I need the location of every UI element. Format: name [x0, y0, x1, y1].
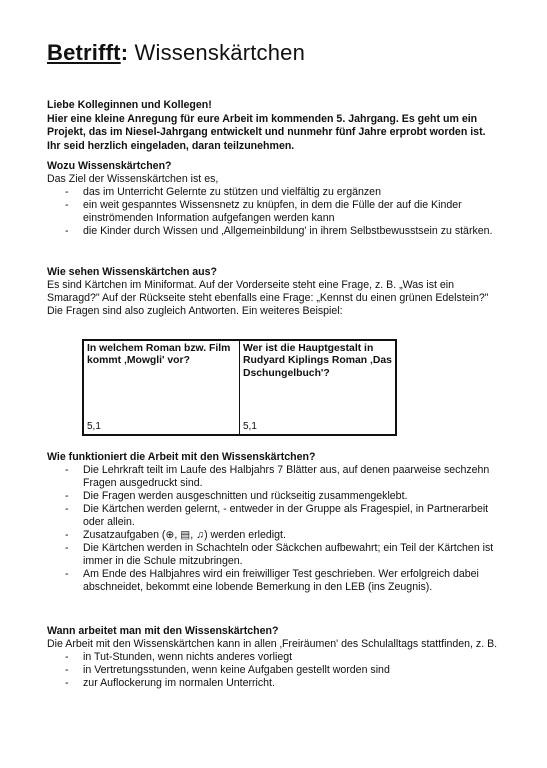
extra-text-after: ) werden erledigt. [204, 529, 286, 541]
list-item: - Die Fragen werden ausgeschnitten und rückseitig zusammengeklebt. [47, 490, 507, 503]
title-subject-label: Betrifft [47, 40, 121, 65]
example-cards [82, 339, 397, 436]
list-item [47, 529, 507, 542]
page-title [47, 40, 305, 66]
section-heading: Wie sehen Wissenskärtchen aus? [47, 266, 217, 278]
list-item: - zur Auflockerung im normalen Unterricht. [47, 677, 507, 690]
task-icons: ⊕, ▤, ♫ [165, 529, 205, 541]
section-aussehen [47, 266, 507, 318]
card-number: 5,1 [87, 421, 101, 432]
section-wann [47, 625, 507, 690]
intro-paragraph [47, 99, 502, 153]
occasion-list [47, 651, 507, 690]
list-item: - ein weit gespanntes Wissensnetz zu knüpfen, in dem die Fülle der auf die Kinder einströmenden Information aufgefangen werden kann [47, 199, 507, 225]
section-heading: Wann arbeitet man mit den Wissenskärtchen? [47, 625, 279, 637]
list-item: - Am Ende des Halbjahres wird ein freiwilliger Test geschrieben. Wer erfolgreich dabei abschneidet, bekommt eine lobende Bemerkung in den LEB (ins Zeugnis). [47, 568, 507, 594]
section-text: Es sind Kärtchen im Miniformat. Auf der Vorderseite steht eine Frage, z. B. „Was ist ein Smaragd?" Auf der Rückseite steht ebenfalls eine Frage: „Kennst du einen grünen Edelstein?" [47, 279, 489, 304]
extra-text-before: Zusatzaufgaben ( [83, 529, 166, 541]
intro-greeting: Liebe Kolleginnen und Kollegen! [47, 99, 212, 111]
title-topic: Wissenskärtchen [128, 40, 306, 65]
section-text: Die Fragen sind also zugleich Antworten. Ein weiteres Beispiel: [47, 305, 343, 317]
section-wozu [47, 160, 507, 238]
list-item: - Die Kärtchen werden in Schachteln oder Säckchen aufbewahrt; ein Teil der Kärtchen ist immer in die Schule mitzubringen. [47, 542, 507, 568]
list-item: - in Vertretungsstunden, wenn keine Aufgaben gestellt worden sind [47, 664, 507, 677]
section-funktion [47, 451, 507, 594]
example-card [84, 341, 240, 434]
list-item: - Die Lehrkraft teilt im Laufe des Halbjahrs 7 Blätter aus, auf denen paarweise sechzehn Fragen ausgedruckt sind. [47, 464, 507, 490]
card-question: In welchem Roman bzw. Film kommt ‚Mowgli' vor? [87, 343, 231, 367]
section-lead: Das Ziel der Wissenskärtchen ist es, [47, 173, 219, 185]
section-heading: Wie funktioniert die Arbeit mit den Wissenskärtchen? [47, 451, 316, 463]
list-item: - in Tut-Stunden, wenn nichts anderes vorliegt [47, 651, 507, 664]
card-number: 5,1 [243, 421, 257, 432]
title-colon: : [120, 40, 129, 65]
example-card [240, 341, 395, 434]
intro-text: Hier eine kleine Anregung für eure Arbeit im kommenden 5. Jahrgang. Es geht um ein Projekt, das im Niesel-Jahrgang entwickelt und nunmehr fünf Jahre erprobt worden ist. Ihr seid herzlich eingeladen, daran teilzunehmen. [47, 112, 486, 152]
section-heading: Wozu Wissenskärtchen? [47, 160, 172, 172]
card-question: Wer ist die Hauptgestalt in Rudyard Kiplings Roman ‚Das Dschungelbuch'? [243, 343, 392, 379]
list-item: - das im Unterricht Gelernte zu stützen und vielfältig zu ergänzen [47, 186, 507, 199]
list-item: - Die Kärtchen werden gelernt, - entweder in der Gruppe als Fragespiel, in Partnerarbeit oder allein. [47, 503, 507, 529]
list-item: - die Kinder durch Wissen und ‚Allgemeinbildung' in ihrem Selbstbewusstsein zu stärken. [47, 225, 507, 238]
procedure-list [47, 464, 507, 594]
section-lead: Die Arbeit mit den Wissenskärtchen kann in allen ‚Freiräumen' des Schulalltags stattfinden, z. B. [47, 638, 498, 650]
goal-list [47, 186, 507, 238]
